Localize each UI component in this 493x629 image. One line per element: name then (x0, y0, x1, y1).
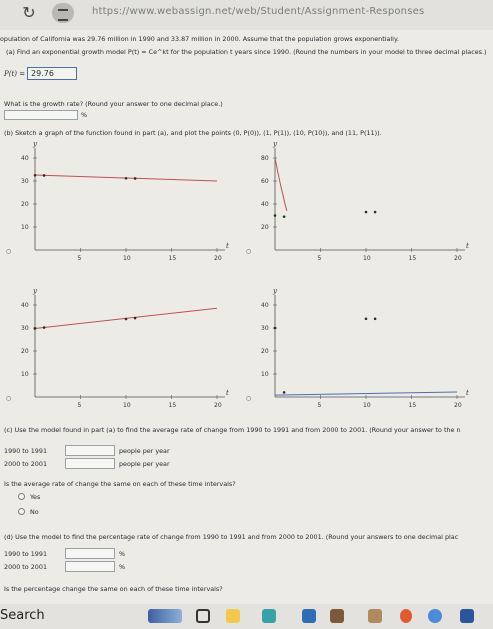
taskbar (0, 604, 493, 629)
part-c-row1-input[interactable] (65, 445, 115, 456)
data-point (374, 211, 377, 214)
data-point (43, 174, 46, 177)
part-d-row2-input[interactable] (65, 561, 115, 572)
chat-app-icon[interactable] (262, 609, 276, 623)
part-d-prompt: (d) Use the model to find the percentage rate of change from 1990 to 1991 and from 2000 to 2001. (Round your answers to one decimal plac (4, 533, 459, 541)
x-tick-label: 10 (123, 402, 131, 409)
x-tick-label: 5 (317, 255, 322, 262)
x-tick-label: 15 (168, 402, 177, 409)
model-curve (275, 158, 287, 211)
graph-option-radio: ○ (246, 395, 252, 402)
photos-app-icon[interactable] (330, 609, 344, 623)
x-tick-label: 15 (408, 255, 417, 262)
y-tick-label: 30 (21, 178, 29, 185)
data-point (365, 318, 368, 321)
y-tick-label: 80 (261, 155, 269, 162)
part-d-row1-input[interactable] (65, 548, 115, 559)
part-a-equation-label: P(t) = (4, 70, 26, 78)
y-tick-label: 60 (261, 178, 269, 185)
part-b-prompt: (b) Sketch a graph of the function found in part (a), and plot the points (0, P(0)), (1, P(1)), (10, P(10)), and (11, P(11)). (4, 129, 382, 137)
x-tick-label: 5 (317, 402, 322, 409)
chrome-browser-icon[interactable] (428, 609, 442, 623)
part-d-row1-label: 1990 to 1991 (4, 550, 48, 558)
data-point (34, 174, 37, 177)
data-point (125, 318, 128, 321)
game-app-icon[interactable] (368, 609, 382, 623)
graph-option-radio: ○ (6, 395, 12, 402)
radio-yes[interactable] (18, 493, 25, 500)
x-tick-label: 20 (454, 255, 462, 262)
y-axis-label: y (33, 287, 37, 295)
data-point (134, 317, 137, 320)
x-tick-label: 10 (123, 255, 131, 262)
part-c-row1-unit: people per year (119, 447, 170, 455)
x-axis-label: t (226, 389, 229, 397)
weather-widget-icon[interactable] (148, 609, 182, 623)
growth-rate-input[interactable] (4, 110, 78, 120)
x-tick-label: 20 (214, 402, 222, 409)
y-tick-label: 40 (21, 155, 29, 162)
x-tick-label: 15 (408, 402, 417, 409)
graph-option-4[interactable] (240, 285, 480, 420)
y-tick-label: 30 (21, 325, 29, 332)
microsoft-store-icon[interactable] (302, 609, 316, 623)
x-axis-label: t (466, 389, 469, 397)
part-c-row2-input[interactable] (65, 458, 115, 469)
part-a-answer-input[interactable]: 29.76 (27, 67, 77, 80)
data-point (374, 318, 377, 321)
graph-option-2[interactable] (240, 138, 480, 270)
x-tick-label: 5 (77, 402, 82, 409)
graph-option-radio: ○ (6, 248, 12, 255)
y-tick-label: 20 (21, 348, 29, 355)
part-c-prompt: (c) Use the model found in part (a) to find the average rate of change from 1990 to 1991 and from 2000 to 2001. (Round your answer to the n (4, 426, 461, 434)
y-tick-label: 40 (261, 201, 269, 208)
x-axis-label: t (466, 242, 469, 250)
task-view-icon[interactable] (196, 609, 210, 623)
part-c-row2-label: 2000 to 2001 (4, 460, 48, 468)
data-point (274, 214, 277, 217)
x-tick-label: 20 (214, 255, 222, 262)
browser-toolbar (0, 0, 493, 30)
problem-intro: opulation of California was 29.76 million in 1990 and 33.87 million in 2000. Assume that the population grows exponentially. (0, 35, 399, 43)
data-point (43, 326, 46, 329)
growth-rate-unit: % (81, 111, 88, 119)
address-bar[interactable]: https://www.webassign.net/web/Student/Assignment-Responses (92, 6, 425, 17)
x-tick-label: 5 (77, 255, 82, 262)
radio-no-label: No (30, 508, 39, 516)
reload-icon[interactable]: ↻ (22, 3, 36, 22)
part-d-row1-unit: % (119, 550, 126, 558)
radio-no[interactable] (18, 508, 25, 515)
y-tick-label: 40 (261, 302, 269, 309)
data-point (365, 211, 368, 214)
model-curve (275, 392, 457, 395)
radio-yes-label: Yes (30, 493, 41, 501)
part-d-question: Is the percentage change the same on each of these time intervals? (4, 585, 223, 593)
word-app-icon[interactable] (460, 609, 474, 623)
y-tick-label: 20 (261, 348, 269, 355)
y-tick-label: 40 (21, 302, 29, 309)
part-d-row2-unit: % (119, 563, 126, 571)
data-point (125, 177, 128, 180)
x-tick-label: 10 (363, 402, 371, 409)
data-point (134, 177, 137, 180)
y-tick-label: 20 (21, 201, 29, 208)
x-tick-label: 20 (454, 402, 462, 409)
data-point (283, 215, 286, 218)
part-d-row2-label: 2000 to 2001 (4, 563, 48, 571)
graph-option-3[interactable] (0, 285, 240, 420)
y-axis-label: y (33, 140, 37, 148)
y-axis-label: y (273, 287, 277, 295)
x-axis-label: t (226, 242, 229, 250)
growth-rate-question: What is the growth rate? (Round your answer to one decimal place.) (4, 100, 223, 108)
x-tick-label: 10 (363, 255, 371, 262)
location-pin-icon[interactable] (400, 609, 412, 623)
part-c-row1-label: 1990 to 1991 (4, 447, 48, 455)
file-explorer-icon[interactable] (226, 609, 240, 623)
taskbar-search[interactable]: Search (0, 608, 45, 623)
y-axis-label: y (273, 140, 277, 148)
graph-option-1[interactable] (0, 138, 240, 270)
assignment-page (0, 30, 493, 604)
x-tick-label: 15 (168, 255, 177, 262)
y-tick-label: 10 (21, 224, 29, 231)
data-point (274, 327, 277, 330)
data-point (283, 391, 286, 394)
part-a-prompt: (a) Find an exponential growth model P(t) = Ce^kt for the population t years since 1990. (Round the numbers in your model to three decimal places.) (6, 48, 487, 56)
site-info-icon[interactable] (52, 3, 74, 23)
y-tick-label: 10 (21, 371, 29, 378)
y-tick-label: 10 (261, 371, 269, 378)
y-tick-label: 30 (261, 325, 269, 332)
part-c-row2-unit: people per year (119, 460, 170, 468)
data-point (34, 327, 37, 330)
y-tick-label: 20 (261, 224, 269, 231)
graph-option-radio: ○ (246, 248, 252, 255)
part-c-question: Is the average rate of change the same on each of these time intervals? (4, 480, 236, 488)
